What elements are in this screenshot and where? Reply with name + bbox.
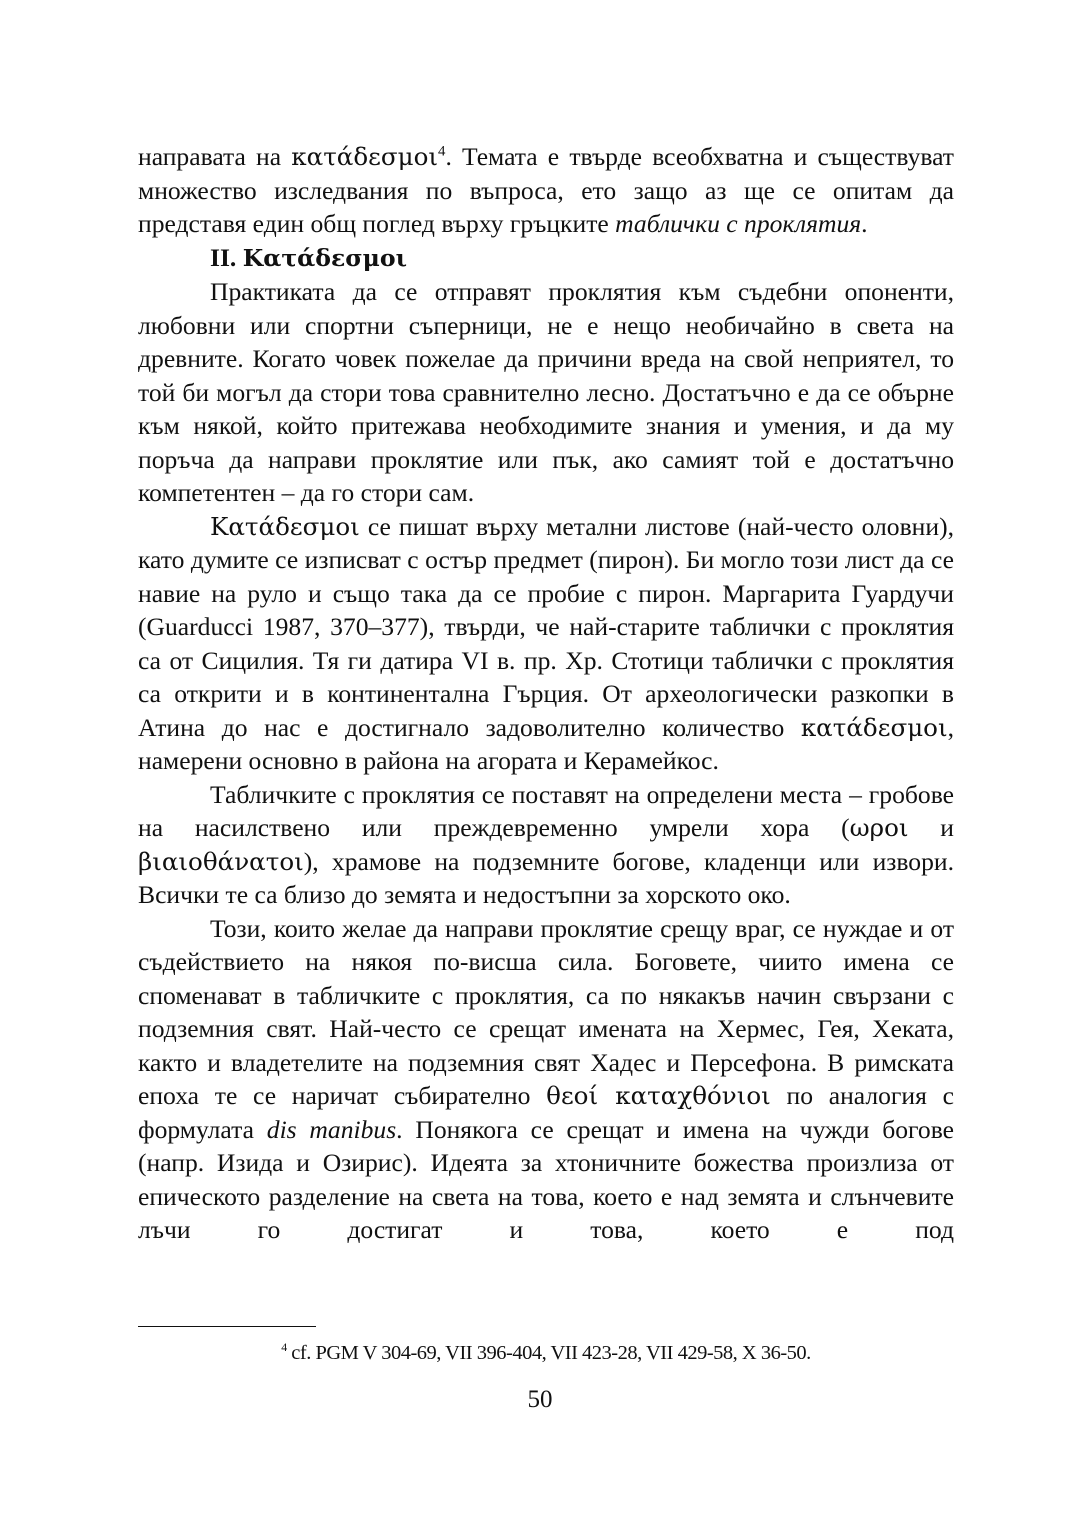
paragraph-practice: Практиката да се отправят проклятия към съдебни опоненти, любовни или спортни съперници, не е нещо необичайно в света на древните. Когато човек пожелае да причини вреда на свой неприятел, то той би могъл да стори това сравнително лесно. Достатъчно е да се обърне към някой, който притежава необходимите знания и умения, и да му поръча да направи проклятие или пък, ако самият той е достатъчно компетентен – да го стори сам. <box>138 277 954 507</box>
paragraph-text: ), храмове на подземните богове, кладенци или извори. Всички те са близо до земята и недостъпни за хорското око. <box>138 846 954 909</box>
intro-text: . <box>861 209 868 238</box>
paragraph-text: Този, които желае да направи проклятие срещу враг, се нуждае и от съдействието на някоя по-висша сила. Боговете, чиито имена се споменават в табличките с проклятия, са по някакъв начин свързани с подземния свят. Най-често се срещат имената на Хермес, Гея, Хеката, както и владетелите на подземния свят Хадес и Персефона. В римската епоха те се наричат събирателно <box>138 913 954 1110</box>
page-number: 50 <box>527 1386 553 1413</box>
greek-term: κατάδεσμοι <box>800 712 948 742</box>
intro-text: . Темата е твърде всеобхватна и съществуват множество изследвания по въпроса, ето защо аз ще се опитам да представя един общ поглед върху гръцките <box>138 142 954 238</box>
footnote-separator <box>138 1326 316 1327</box>
paragraph-text: Табличките с проклятия се поставят на определени места – гробове на насилствено или преждевременно умрели хора ( <box>138 779 954 842</box>
paragraph-tablets <box>138 510 954 778</box>
paragraph-text: . Понякога се срещат и имена на чужди богове (напр. Изида и Озирис). Идеята за хтоничните божества произлиза от епическото разделение на света на това, което е над земята и слънчевите лъчи го достигат и това, което е под <box>138 1114 954 1244</box>
footnote-reference[interactable]: 4 <box>438 143 446 160</box>
greek-term: Κατάδεσμοι <box>210 511 360 541</box>
intro-paragraph <box>138 140 954 241</box>
main-text <box>138 140 954 1247</box>
paragraph-places <box>138 778 954 912</box>
greek-term: θεοί καταχθόνιοι <box>546 1081 771 1110</box>
intro-text: направата на <box>138 142 292 171</box>
paragraph-gods <box>138 912 954 1247</box>
footnote <box>138 1340 954 1366</box>
footnote-marker: 4 <box>281 1340 287 1355</box>
paragraph-text: по аналогия с формулата <box>138 1081 954 1144</box>
italic-term: dis manibus <box>266 1114 397 1144</box>
italic-term: таблички с проклятия <box>615 209 862 238</box>
greek-term: κατάδεσμοι <box>291 142 439 171</box>
section-number: II. <box>210 242 237 272</box>
paragraph-text: и <box>908 813 954 842</box>
paragraph-text: се пишат върху метални листове (най-често оловни), като думите се изписват с остър предмет (пирон). Би могло този лист да се навие на руло и също така да се пробие с пирон. Маргарита Гуардучи (Guarducci 1987, 370–377), твърди, че най-старите таблички с проклятия са от Сицилия. Тя ги датира VI в. пр. Хр. Стотици таблички с проклятия са открити и в континентална Гърция. От археологически разкопки в Атина до нас е достигнало задоволително количество <box>138 511 954 742</box>
greek-term: ωροι <box>849 813 909 842</box>
greek-term: βιαιοθάνατοι <box>138 846 304 876</box>
footnote-text: cf. PGM V 304-69, VII 396-404, VII 423-28, VII 429-58, X 36-50. <box>286 1342 811 1364</box>
paragraph-text: , намерени основно в района на агората и Керамейкос. <box>138 712 954 775</box>
section-heading <box>138 241 954 276</box>
section-title: Κατάδεσμοι <box>242 243 407 272</box>
